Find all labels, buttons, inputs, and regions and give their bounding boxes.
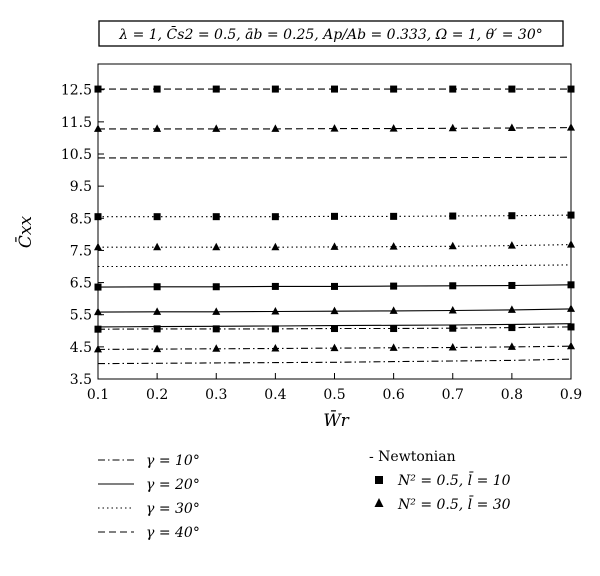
x-tick-label: 0.8 [500,387,524,403]
square-marker [154,325,161,332]
square-marker [390,283,397,290]
x-tick-label: 0.3 [205,387,228,403]
square-marker [272,213,279,220]
triangle-marker [153,124,161,132]
legend-triangle-marker [375,498,384,507]
x-tick-label: 0.5 [323,387,346,403]
triangle-marker [271,243,279,251]
y-tick-label: 8.5 [69,211,92,228]
triangle-marker [567,240,575,248]
legend-line-label: γ = 30° [146,501,200,517]
square-marker [508,212,515,219]
square-marker [154,283,161,290]
square-marker [272,325,279,332]
triangle-marker [508,305,516,313]
y-tick-label: 5.5 [69,307,92,324]
square-marker [331,283,338,290]
square-marker [568,86,575,93]
x-tick-label: 0.1 [86,387,110,403]
legend-line-label: γ = 40° [146,525,200,541]
triangle-marker [390,242,398,250]
triangle-marker [153,243,161,251]
y-tick-label: 9.5 [69,179,92,196]
legend-marker-styles [369,449,511,513]
triangle-marker [94,243,102,251]
triangle-marker [508,123,516,130]
triangle-marker [271,344,279,352]
y-tick-label: 3.5 [69,372,92,388]
square-marker [95,326,102,333]
square-marker [449,325,456,332]
x-tick-label: 0.2 [145,387,169,403]
square-marker [390,86,397,93]
triangle-marker [212,344,220,352]
legend-square-marker [375,476,383,484]
y-tick-label: 11.5 [60,114,92,131]
y-tick-label: 7.5 [69,243,92,260]
legend-marker-label: N² = 0.5, l̄ = 30 [398,497,511,513]
square-marker [568,323,575,330]
square-marker [508,324,515,331]
square-marker [272,86,279,93]
triangle-marker [449,343,457,351]
triangle-marker [390,343,398,351]
square-marker [390,325,397,332]
triangle-marker [331,307,339,315]
triangle-marker [94,345,102,353]
square-marker [331,325,338,332]
square-marker [449,86,456,93]
x-tick-label: 0.9 [559,387,583,403]
x-tick-label: 0.4 [264,387,287,403]
square-marker [213,325,220,332]
y-tick-label: 6.5 [69,275,92,292]
triangle-marker [94,124,102,132]
triangle-marker [508,241,516,249]
square-marker [213,213,220,220]
square-marker [213,283,220,290]
square-marker [449,282,456,289]
triangle-marker [212,243,220,251]
legend-marker-label: N² = 0.5, l̄ = 10 [398,473,511,489]
legend-line-label: γ = 20° [146,477,200,493]
square-marker [95,284,102,291]
square-marker [213,86,220,93]
series-line-gamma-30-none [98,265,571,267]
legend-marker-label: - Newtonian [369,449,456,465]
triangle-marker [153,345,161,353]
x-tick-label: 0.7 [441,387,464,403]
square-marker [390,213,397,220]
square-marker [508,86,515,93]
square-marker [95,86,102,93]
square-marker [154,86,161,93]
x-axis-label: W̄r [323,411,349,431]
triangle-marker [271,124,279,132]
square-marker [272,283,279,290]
square-marker [95,213,102,220]
triangle-marker [567,342,575,350]
triangle-marker [331,344,339,352]
triangle-marker [449,306,457,314]
triangle-marker [331,124,339,132]
triangle-marker [212,307,220,315]
triangle-marker [153,307,161,315]
square-marker [449,213,456,220]
legend-line-label: γ = 10° [146,453,200,469]
square-marker [154,213,161,220]
square-marker [331,213,338,220]
x-axis [87,373,582,403]
triangle-marker [449,242,457,250]
x-tick-label: 0.6 [382,387,405,403]
series-line-gamma-10-none [98,359,571,364]
triangle-marker [331,242,339,250]
square-marker [331,86,338,93]
square-marker [568,212,575,219]
triangle-marker [449,124,457,132]
chart-title-group [99,21,563,46]
chart-title: λ = 1, C̄s2 = 0.5, āb = 0.25, Ap/Ab = 0.333, Ω = 1, θ′ = 30° [119,27,543,43]
triangle-marker [94,308,102,316]
square-marker [568,281,575,288]
square-marker [508,282,515,289]
y-tick-label: 4.5 [69,339,92,356]
y-tick-label: 10.5 [60,147,92,163]
triangle-marker [390,306,398,314]
triangle-marker [567,123,575,130]
series-line-gamma-40-none [98,157,571,158]
triangle-marker [567,304,575,312]
legend-line-styles [98,453,200,541]
y-axis-label: C̄xx [16,215,36,249]
y-tick-label: 12.5 [60,82,92,99]
triangle-marker [212,124,220,132]
triangle-marker [271,307,279,315]
triangle-marker [508,342,516,350]
triangle-marker [390,124,398,132]
series-markers [94,86,575,353]
